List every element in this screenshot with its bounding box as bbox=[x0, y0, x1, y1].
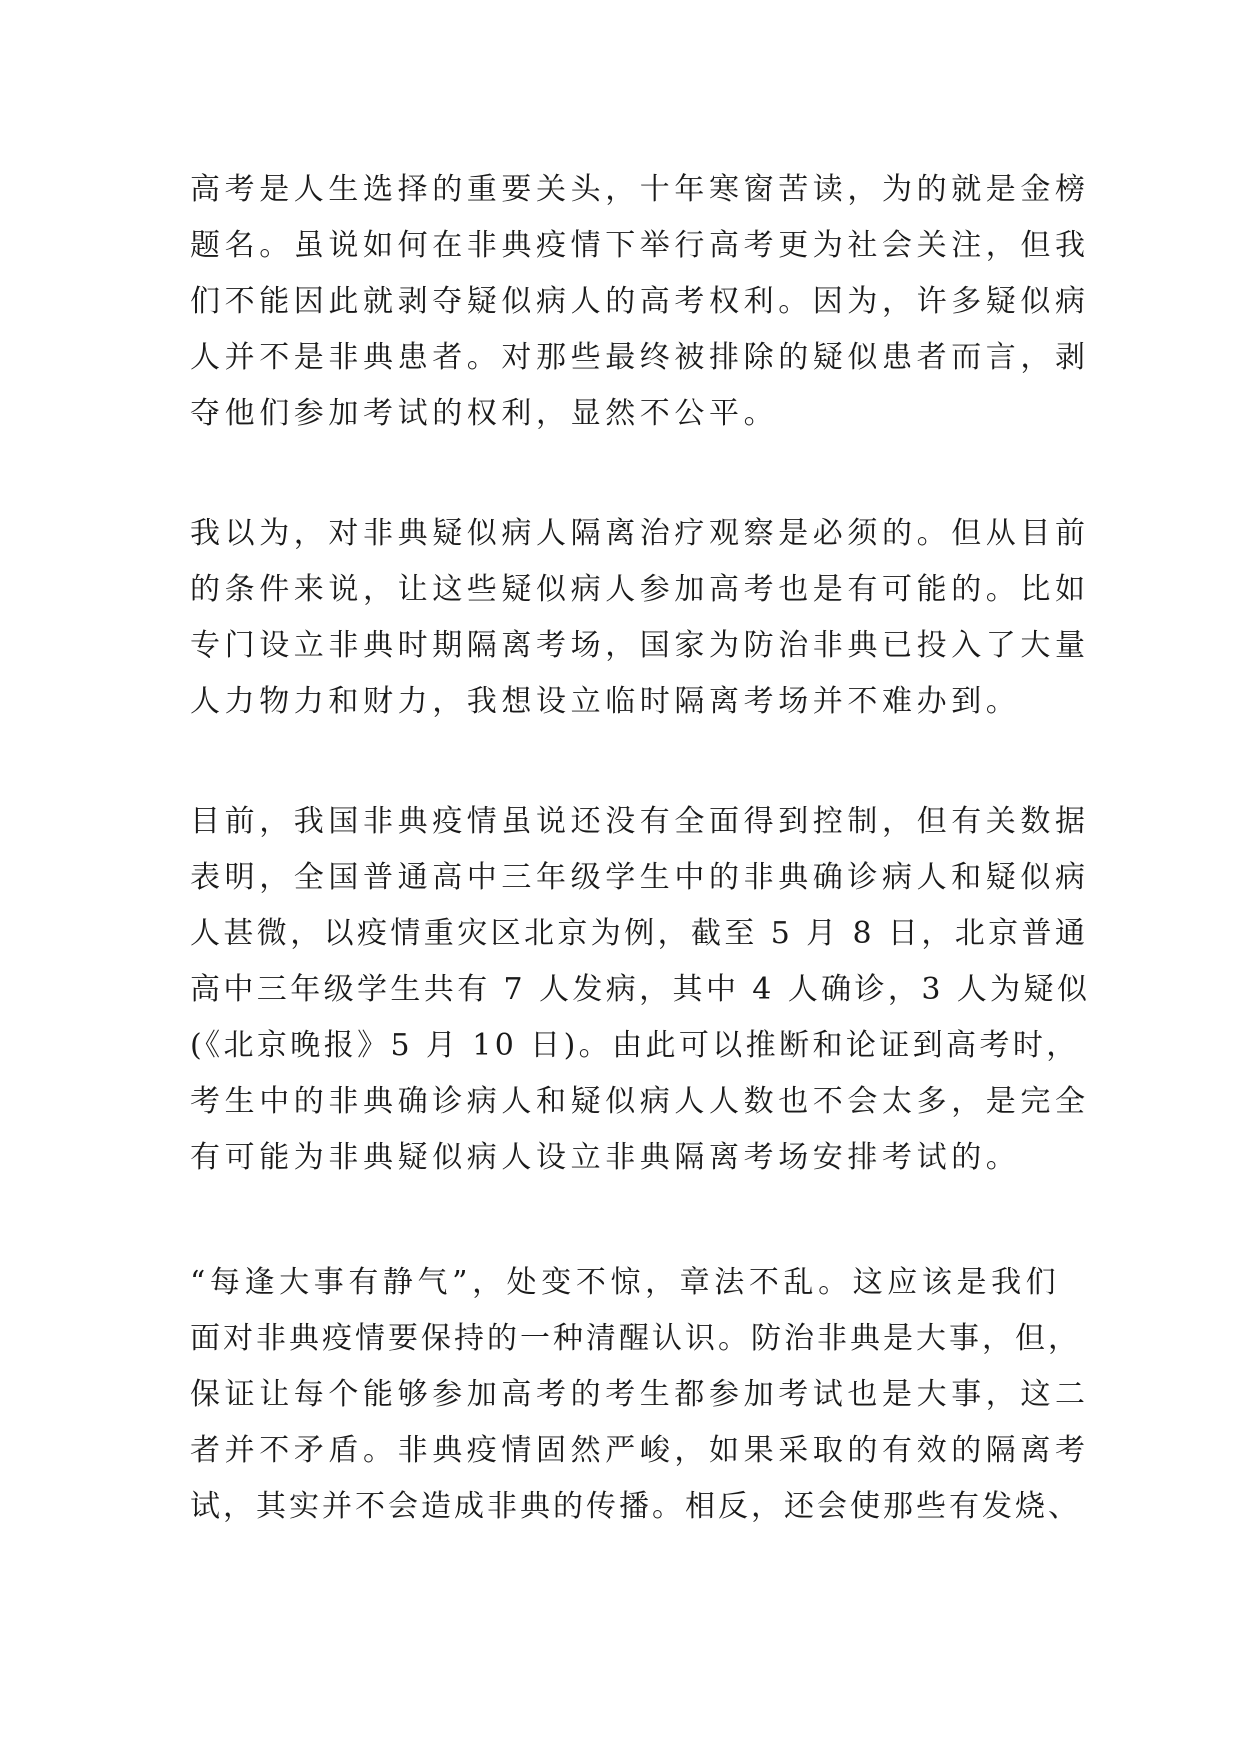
text-line: 表明，全国普通高中三年级学生中的非典确诊病人和疑似病 bbox=[190, 860, 1090, 895]
text-line: “每逢大事有静气”，处变不惊，章法不乱。这应该是我们 bbox=[190, 1265, 1061, 1300]
text-line: 我以为，对非典疑似病人隔离治疗观察是必须的。但从目前 bbox=[190, 516, 1090, 551]
text-line: 高考是人生选择的重要关头，十年寒窗苦读，为的就是金榜 bbox=[190, 172, 1090, 207]
text-line: 们不能因此就剥夺疑似病人的高考权利。因为，许多疑似病 bbox=[190, 284, 1090, 319]
text-line: 人力物力和财力，我想设立临时隔离考场并不难办到。 bbox=[190, 684, 1021, 719]
text-line: (《北京晚报》5 月 10 日)。由此可以推断和论证到高考时， bbox=[190, 1028, 1080, 1063]
text-line: 保证让每个能够参加高考的考生都参加考试也是大事，这二 bbox=[190, 1377, 1090, 1412]
text-line: 者并不矛盾。非典疫情固然严峻，如果采取的有效的隔离考 bbox=[190, 1433, 1090, 1468]
paragraph-4 bbox=[190, 1255, 1090, 1535]
text-line: 题名。虽说如何在非典疫情下举行高考更为社会关注，但我 bbox=[190, 228, 1090, 263]
text-line: 人甚微，以疫情重灾区北京为例，截至 5 月 8 日，北京普通 bbox=[190, 916, 1089, 951]
text-line: 高中三年级学生共有 7 人发病，其中 4 人确诊，3 人为疑似 bbox=[190, 972, 1091, 1007]
text-line: 专门设立非典时期隔离考场，国家为防治非典已投入了大量 bbox=[190, 628, 1090, 663]
text-line: 目前，我国非典疫情虽说还没有全面得到控制，但有关数据 bbox=[190, 804, 1090, 839]
text-line: 夺他们参加考试的权利，显然不公平。 bbox=[190, 396, 779, 431]
paragraph-1 bbox=[190, 162, 1090, 442]
text-line: 试，其实并不会造成非典的传播。相反，还会使那些有发烧、 bbox=[190, 1489, 1081, 1524]
text-line: 考生中的非典确诊病人和疑似病人人数也不会太多，是完全 bbox=[190, 1084, 1090, 1119]
text-line: 人并不是非典患者。对那些最终被排除的疑似患者而言，剥 bbox=[190, 340, 1090, 375]
text-line: 面对非典疫情要保持的一种清醒认识。防治非典是大事，但， bbox=[190, 1321, 1081, 1356]
text-line: 的条件来说，让这些疑似病人参加高考也是有可能的。比如 bbox=[190, 572, 1090, 607]
text-line: 有可能为非典疑似病人设立非典隔离考场安排考试的。 bbox=[190, 1140, 1021, 1175]
paragraph-3 bbox=[190, 794, 1091, 1186]
paragraph-2 bbox=[190, 506, 1090, 730]
